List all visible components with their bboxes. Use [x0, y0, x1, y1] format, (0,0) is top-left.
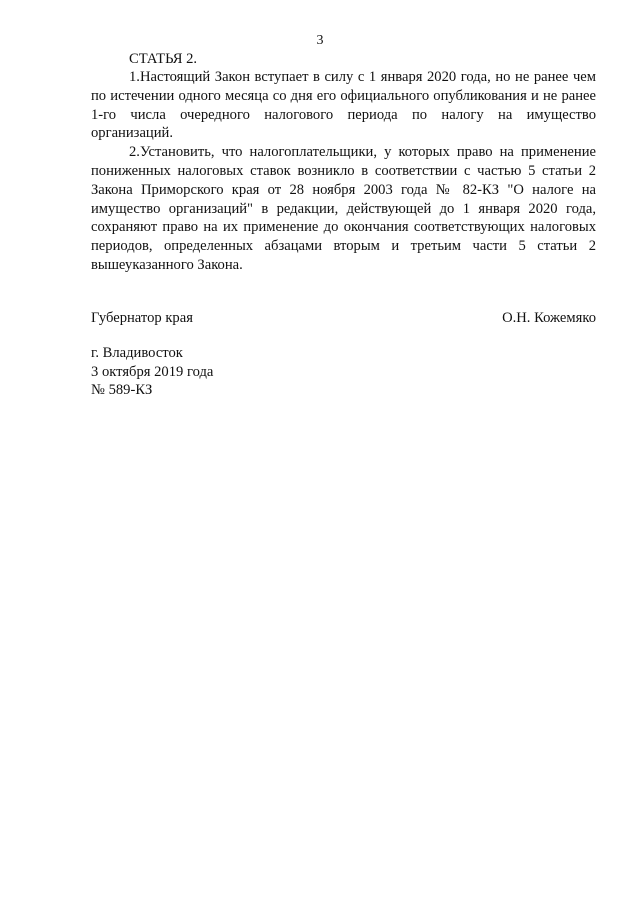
- signature-block: [91, 309, 596, 327]
- law-number: № 589-КЗ: [91, 382, 153, 398]
- law-date: 3 октября 2019 года: [91, 363, 214, 380]
- city: г. Владивосток: [91, 345, 183, 361]
- signatory-position: Губернатор края: [91, 310, 193, 326]
- article-heading: СТАТЬЯ 2.: [129, 51, 198, 67]
- page-number: 3: [316, 33, 324, 48]
- place-date-block: [91, 344, 213, 400]
- signatory-name: О.Н. Кожемяко: [502, 310, 596, 326]
- article-paragraph-2: 2.Установить, что налогоплательщики, у которых право на применение пониженных налоговых ставок возникло в соответствии с частью 5 статьи 2 Закона Приморского края от 28 ноября 2003 года № 82-КЗ "О налоге на имущество организаций" в редакции, действующей до 1 января 2020 года, сохраняют право на их применение до окончания соответствующих налоговых периодов, определенных абзацами вторым и третьим части 5 статьи 2 вышеуказанного Закона.: [91, 144, 596, 273]
- article-body: [91, 50, 596, 275]
- article-paragraph-1: 1.Настоящий Закон вступает в силу с 1 января 2020 года, но не ранее чем по истечении одного месяца со дня его официального опубликования и не ранее 1-го числа очередного налогового периода по налогу на имущество организаций.: [91, 69, 596, 142]
